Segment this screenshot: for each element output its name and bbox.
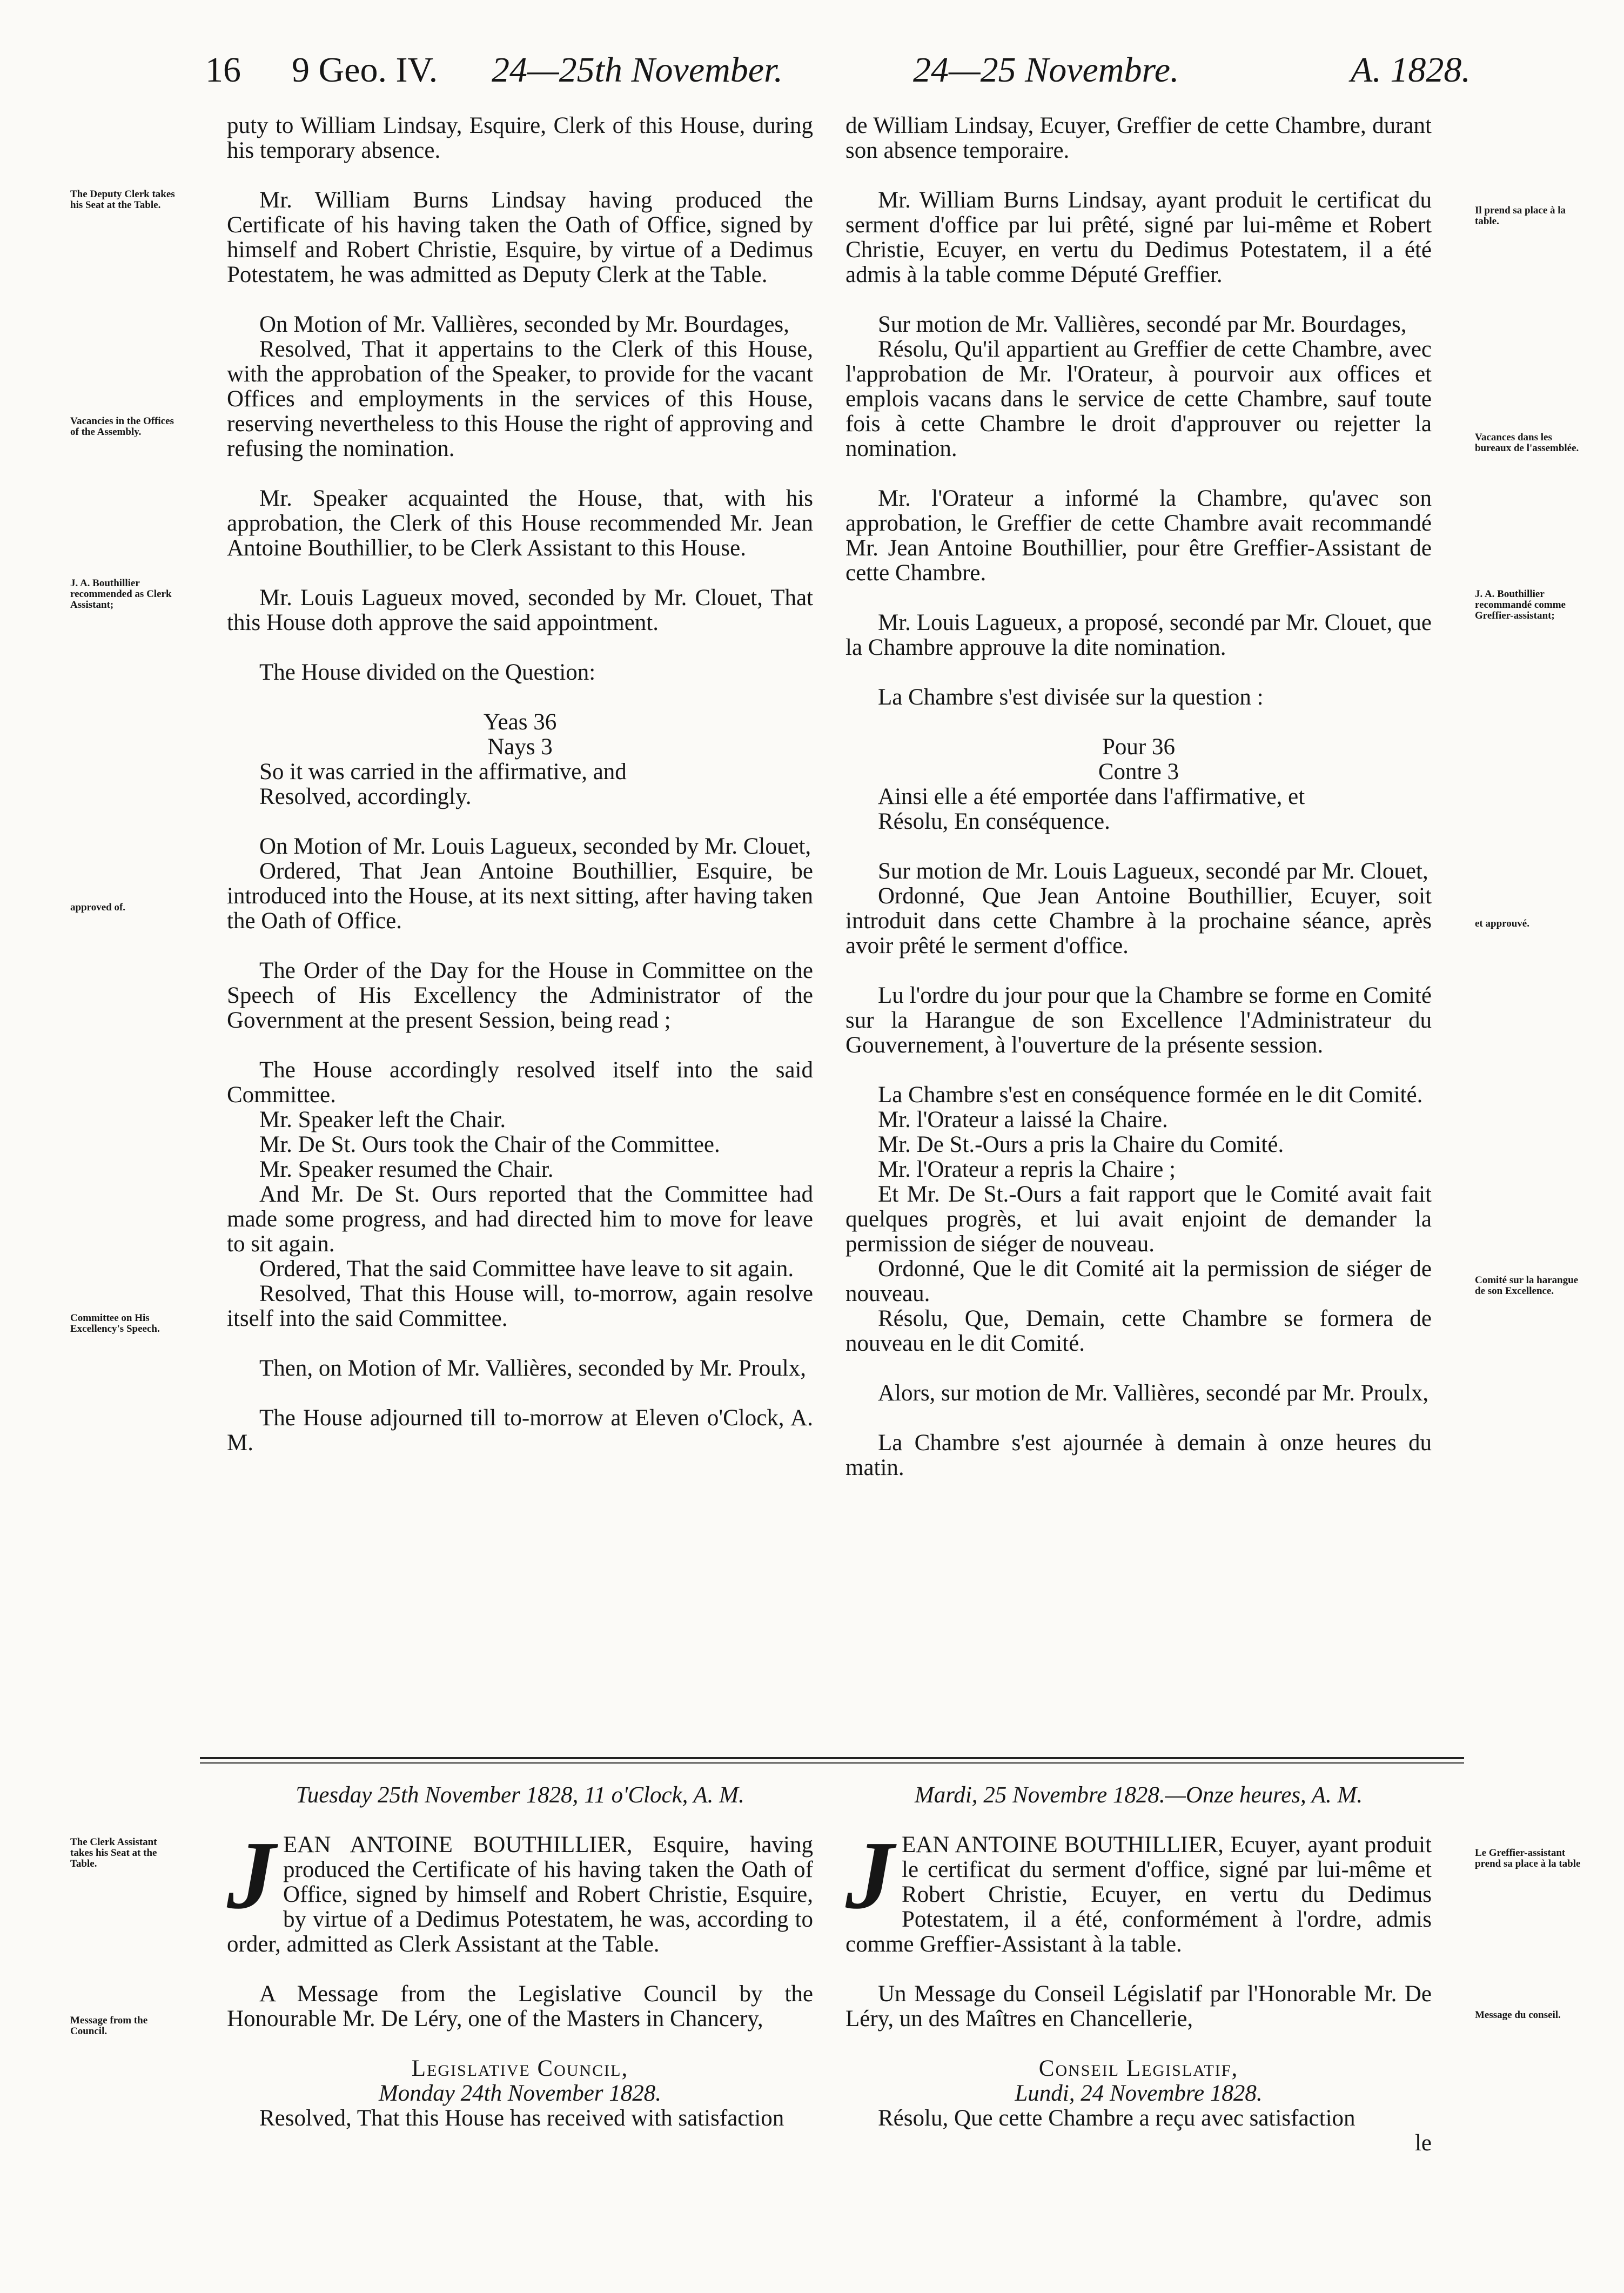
paragraph: Mr. Speaker left the Chair. [259, 1107, 506, 1132]
paragraph: Resolved, That it appertains to the Clerk of this House, with the approbation of the Speaker, to provide for the vacant Offices and employments in the services of this House, reserving nevertheless to this House the right of approving and refusing the nomination. [227, 337, 813, 461]
paragraph: Mr. Speaker acquainted the House, that, with his approbation, the Clerk of this House recommended Mr. Jean Antoine Bouthillier, to be Clerk Assistant to this House. [227, 486, 813, 561]
paragraph: Un Message du Conseil Législatif par l'Honorable Mr. De Léry, un des Maîtres en Chancellerie, [845, 1981, 1432, 2031]
paragraph: So it was carried in the affirmative, and [259, 759, 627, 785]
paragraph: And Mr. De St. Ours reported that the Committee had made some progress, and had directed him to move for leave to sit again. [227, 1182, 813, 1257]
paragraph [227, 1821, 813, 1957]
english-column [227, 113, 813, 1480]
reign: 9 Geo. IV. [292, 50, 438, 90]
paragraph: puty to William Lindsay, Esquire, Clerk of this House, during his temporary absence. [227, 113, 813, 163]
date-french: 24—25 Novembre. [913, 50, 1179, 90]
paragraph: Ordered, That the said Committee have leave to sit again. [259, 1256, 794, 1282]
section-rule [200, 1757, 1464, 1759]
paragraph: Resolved, That this House will, to-morrow, again resolve itself into the said Committee. [227, 1281, 813, 1331]
paragraph-text: EAN ANTOINE BOUTHILLIER, Ecuyer, ayant produit le certificat du serment d'office, signé par lui-même et Robert Christie, Ecuyer, en vertu du Dedimus Potestatem, il a été, conformément à l'ordre, admis comme Greffier-Assistant à la table. [845, 1832, 1432, 1957]
paragraph: Résolu, Que, Demain, cette Chambre se formera de nouveau en le dit Comité. [845, 1306, 1432, 1356]
council-date: Monday 24th November 1828. [378, 2081, 662, 2106]
margin-note-right: Vacances dans les bureaux de l'assemblée. [1475, 432, 1579, 454]
paragraph: Mr. Speaker resumed the Chair. [259, 1157, 554, 1182]
council-heading: Legislative Council, [411, 2056, 629, 2081]
margin-note-left: The Deputy Clerk takes his Seat at the Table. [70, 189, 175, 211]
council-date: Lundi, 24 Novembre 1828. [1015, 2081, 1263, 2106]
paragraph: Ainsi elle a été emportée dans l'affirmative, et [878, 784, 1305, 809]
paragraph: Ordonné, Que Jean Antoine Bouthillier, Ecuyer, soit introduit dans cette Chambre à la prochaine séance, après avoir prêté le serment d'office. [845, 883, 1432, 958]
paragraph: La Chambre s'est divisée sur la question : [878, 685, 1264, 710]
margin-note-right: Il prend sa place à la table. [1475, 205, 1566, 227]
margin-note-left: approved of. [70, 902, 126, 913]
paragraph: The Order of the Day for the House in Committee on the Speech of His Excellency the Administrator of the Government at the present Session, being read ; [227, 958, 813, 1033]
sitting-date-heading: Tuesday 25th November 1828, 11 o'Clock, A. M. [296, 1782, 744, 1808]
margin-note-right: et approuvé. [1475, 918, 1529, 929]
paragraph: On Motion of Mr. Vallières, seconded by Mr. Bourdages, [259, 312, 789, 337]
margin-note-left: Committee on His Excellency's Speech. [70, 1312, 160, 1335]
paragraph: Mr. l'Orateur a repris la Chaire ; [878, 1157, 1176, 1182]
margin-note-left: Message from the Council. [70, 2015, 148, 2037]
paragraph: On Motion of Mr. Louis Lagueux, seconded by Mr. Clouet, [259, 834, 811, 859]
paragraph: Résolu, En conséquence. [878, 809, 1110, 834]
paragraph: Mr. De St.-Ours a pris la Chaire du Comité. [878, 1132, 1284, 1157]
paragraph: Lu l'ordre du jour pour que la Chambre se forme en Comité sur la Harangue de son Excellence l'Administrateur du Gouvernement, à l'ouverture de la présente session. [845, 983, 1432, 1058]
council-heading: Conseil Legislatif, [1038, 2056, 1239, 2081]
sitting-date-heading: Mardi, 25 Novembre 1828.—Onze heures, A. M. [914, 1782, 1363, 1808]
nays: Contre 3 [1098, 759, 1179, 785]
page-number: 16 [205, 50, 241, 90]
paragraph: Then, on Motion of Mr. Vallières, seconded by Mr. Proulx, [259, 1356, 806, 1381]
year: A. 1828. [1351, 50, 1471, 90]
drop-cap: J [227, 1821, 276, 1929]
paragraph: The House adjourned till to-morrow at Eleven o'Clock, A. M. [227, 1405, 813, 1456]
paragraph: de William Lindsay, Ecuyer, Greffier de cette Chambre, durant son absence temporaire. [845, 113, 1432, 163]
paragraph: Mr. Louis Lagueux moved, seconded by Mr. Clouet, That this House doth approve the said appointment. [227, 585, 813, 635]
paragraph: The House accordingly resolved itself into the said Committee. [227, 1057, 813, 1108]
margin-note-right: Comité sur la harangue de son Excellence. [1475, 1275, 1579, 1297]
paragraph [845, 1821, 1432, 1957]
paragraph: Résolu, Qu'il appartient au Greffier de cette Chambre, avec l'approbation de Mr. l'Orateur, à pourvoir aux offices et emplois vacans dans le service de cette Chambre, sauf toute fois à cette Chambre le droit d'approuver ou rejetter la nomination. [845, 337, 1432, 461]
catchword: le [1414, 2130, 1432, 2156]
drop-cap: J [845, 1821, 894, 1929]
margin-note-right: Message du conseil. [1475, 2009, 1561, 2021]
paragraph: Ordered, That Jean Antoine Bouthillier, Esquire, be introduced into the House, at its next sitting, after having taken the Oath of Office. [227, 859, 813, 934]
margin-note-left: The Clerk Assistant takes his Seat at the Table. [70, 1836, 157, 1869]
paragraph: La Chambre s'est ajournée à demain à onze heures du matin. [845, 1430, 1432, 1480]
date-english: 24—25th November. [492, 50, 783, 90]
margin-note-right: Le Greffier-assistant prend sa place à la table [1475, 1847, 1581, 1869]
paragraph: Alors, sur motion de Mr. Vallières, secondé par Mr. Proulx, [878, 1380, 1429, 1406]
paragraph: Resolved, accordingly. [259, 784, 472, 809]
paragraph: Sur motion de Mr. Louis Lagueux, secondé par Mr. Clouet, [878, 859, 1428, 884]
paragraph: Mr. Louis Lagueux, a proposé, secondé par Mr. Clouet, que la Chambre approuve la dite nomination. [845, 610, 1432, 660]
paragraph: Mr. William Burns Lindsay having produced the Certificate of his having taken the Oath of Office, signed by himself and Robert Christie, Esquire, by virtue of a Dedimus Potestatem, he was admitted as Deputy Clerk at the Table. [227, 187, 813, 287]
paragraph: Resolved, That this House has received with satisfaction [259, 2106, 784, 2131]
paragraph: Mr. l'Orateur a laissé la Chaire. [878, 1107, 1168, 1132]
paragraph: Résolu, Que cette Chambre a reçu avec satisfaction [878, 2106, 1355, 2131]
paragraph: Sur motion de Mr. Vallières, secondé par Mr. Bourdages, [878, 312, 1407, 337]
yeas: Pour 36 [1102, 734, 1175, 760]
paragraph: A Message from the Legislative Council by the Honourable Mr. De Léry, one of the Masters in Chancery, [227, 1981, 813, 2031]
section-rule [200, 1762, 1464, 1764]
english-column-lower [227, 1783, 813, 2156]
paragraph-text: EAN ANTOINE BOUTHILLIER, Esquire, having produced the Certificate of his having taken the Oath of Office, signed by himself and Robert Christie, Esquire, by virtue of a Dedimus Potestatem, he was, according to order, admitted as Clerk Assistant at the Table. [227, 1832, 813, 1957]
paragraph: Et Mr. De St.-Ours a fait rapport que le Comité avait fait quelques progrès, et lui avait enjoint de demander la permission de siéger de nouveau. [845, 1182, 1432, 1257]
margin-note-left: Vacancies in the Offices of the Assembly. [70, 415, 174, 438]
french-column-lower [845, 1783, 1432, 2156]
margin-note-left: J. A. Bouthillier recommended as Clerk Assistant; [70, 578, 172, 611]
nays: Nays 3 [487, 734, 553, 760]
paragraph: Mr. William Burns Lindsay, ayant produit le certificat du serment d'office par lui prêté, signé par lui-même et Robert Christie, Ecuyer, en vertu du Dedimus Potestatem, il a été admis à la table comme Député Greffier. [845, 187, 1432, 287]
french-column [845, 113, 1432, 1505]
paragraph: La Chambre s'est en conséquence formée en le dit Comité. [878, 1082, 1423, 1108]
margin-note-right: J. A. Bouthillier recommandé comme Greffier-assistant; [1475, 588, 1566, 621]
paragraph: Ordonné, Que le dit Comité ait la permission de siéger de nouveau. [845, 1256, 1432, 1306]
paragraph: The House divided on the Question: [259, 660, 596, 685]
paragraph: Mr. De St. Ours took the Chair of the Committee. [259, 1132, 720, 1157]
running-head [0, 50, 1624, 98]
paragraph: Mr. l'Orateur a informé la Chambre, qu'avec son approbation, le Greffier de cette Chambre avait recommandé Mr. Jean Antoine Bouthillier, pour être Greffier-Assistant de cette Chambre. [845, 486, 1432, 586]
yeas: Yeas 36 [483, 709, 557, 735]
